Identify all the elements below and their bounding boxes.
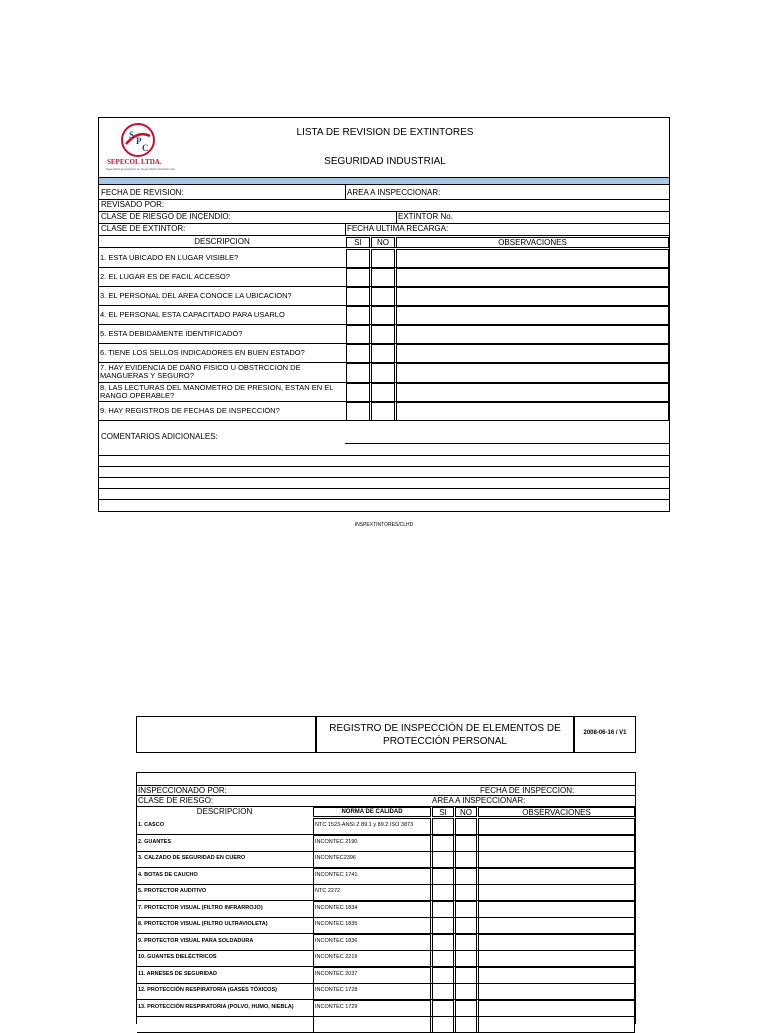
checklist-item-label: 3. EL PERSONAL DEL AREA CONOCE LA UBICACION? [100, 292, 292, 300]
si-checkbox[interactable] [432, 983, 454, 1000]
observation-field[interactable] [478, 851, 635, 868]
si-checkbox[interactable] [346, 325, 370, 344]
epp-item-label: 7. PROTECTOR VISUAL (FILTRO INFRARROJO) [138, 905, 263, 911]
area-inspeccionar-label: AREA A INSPECCIONAR: [347, 188, 441, 197]
no-checkbox[interactable] [455, 934, 477, 951]
clase-riesgo-label: CLASE DE RIESGO DE INCENDIO: [101, 212, 231, 221]
epp-item-label: 2. GUANTES [138, 839, 172, 845]
si-checkbox[interactable] [432, 1000, 454, 1017]
no-checkbox[interactable] [455, 884, 477, 901]
epp-item-label: 3. CALZADO DE SEGURIDAD EN CUERO [138, 855, 246, 861]
epp-norma: NTC 2272 [315, 888, 341, 894]
observation-field[interactable] [396, 287, 669, 306]
epp-item-label: 1. CASCO [138, 822, 164, 828]
form2-logo-box [136, 716, 316, 753]
si-checkbox[interactable] [432, 868, 454, 885]
no2-header: NO [460, 808, 472, 817]
observaciones2-header: OBSERVACIONES [522, 808, 591, 817]
observation-field[interactable] [396, 402, 669, 421]
form2-title: REGISTRO DE INSPECCIÓN DE ELEMENTOS DE PROTECCIÓN PERSONAL [329, 723, 561, 747]
epp-norma: INCONTEC 1741 [315, 872, 358, 878]
descripcion-header: DESCRIPCION [194, 237, 250, 246]
svg-text:S: S [129, 130, 135, 140]
norma-cell [313, 967, 431, 984]
epp-item-label: 9. PROTECTOR VISUAL PARA SOLDADURA [138, 938, 254, 944]
epp-item-label: 11. ARNESES DE SEGURIDAD [138, 971, 217, 977]
form-subtitle: SEGURIDAD INDUSTRIAL [324, 156, 446, 167]
si-header: SI [354, 238, 362, 247]
accent-bar [99, 177, 669, 185]
checklist-item-label: 7. HAY EVIDENCIA DE DAÑO FISICO U OBSTRCCION DE MANGUERAS Y SEGURO? [100, 364, 301, 380]
observation-field[interactable] [478, 835, 635, 852]
no-checkbox[interactable] [371, 325, 395, 344]
observation-field[interactable] [478, 967, 635, 984]
epp-norma: INCONTEC 2037 [315, 971, 358, 977]
norma-cell [313, 934, 431, 951]
si-checkbox[interactable] [346, 344, 370, 363]
epp-norma: INCONTEC 1836 [315, 938, 358, 944]
si-checkbox[interactable] [346, 363, 370, 383]
company-tagline: Seguridad al participar en Seguridad Industrial Ltda. [106, 167, 176, 171]
norma-cell [313, 1000, 431, 1017]
no-checkbox[interactable] [371, 383, 395, 402]
si-checkbox[interactable] [432, 950, 454, 967]
checklist-item-label: 5. ESTA DEBIDAMENTE IDENTIFICADO? [100, 330, 243, 338]
no-checkbox[interactable] [455, 1016, 477, 1033]
observation-field[interactable] [396, 306, 669, 325]
no-checkbox[interactable] [371, 268, 395, 287]
fecha-revision-label: FECHA DE REVISION: [101, 188, 184, 197]
observation-field[interactable] [396, 344, 669, 363]
si-checkbox[interactable] [346, 402, 370, 421]
no-checkbox[interactable] [455, 851, 477, 868]
no-checkbox[interactable] [455, 967, 477, 984]
revisado-por-label: REVISADO POR: [101, 200, 165, 209]
epp-norma: INCONTEC 2190 [315, 839, 358, 845]
no-checkbox[interactable] [455, 818, 477, 835]
si-checkbox[interactable] [432, 901, 454, 918]
norma-cell [313, 983, 431, 1000]
si-checkbox[interactable] [432, 917, 454, 934]
area-inspeccionar2-label: AREA A INSPECCIONAR: [432, 796, 526, 805]
si-checkbox[interactable] [432, 884, 454, 901]
observation-field[interactable] [478, 818, 635, 835]
extintor-no-label: EXTINTOR No. [398, 212, 453, 221]
form-title: LISTA DE REVISION DE EXTINTORES [296, 127, 474, 138]
comentarios-line [345, 443, 669, 444]
si-checkbox[interactable] [346, 287, 370, 306]
norma-header: NORMA DE CALIDAD [341, 809, 403, 815]
norma-cell [313, 1016, 431, 1033]
norma-cell [313, 950, 431, 967]
norma-cell [313, 818, 431, 835]
checklist-item-label: 2. EL LUGAR ES DE FACIL ACCESO? [100, 273, 230, 281]
norma-cell [313, 917, 431, 934]
observation-field[interactable] [478, 1016, 635, 1033]
inspeccionado-por-label: INSPECCIONADO POR: [138, 786, 227, 795]
epp-norma: INCONTEC 1729 [315, 1004, 358, 1010]
norma-cell [313, 901, 431, 918]
checklist-item-label: 1. ESTA UBICADO EN LUGAR VISIBLE? [100, 254, 239, 262]
checklist-item-label: 8. LAS LECTURAS DEL MANOMETRO DE PRESION, ESTAN EN EL RANGO OPERABLE? [100, 384, 334, 400]
no-checkbox[interactable] [371, 306, 395, 325]
epp-norma: INCONTEC2396 [315, 855, 356, 861]
epp-item-label: 10. GUANTES DIELÉCTRICOS [138, 954, 217, 960]
no-checkbox[interactable] [371, 249, 395, 268]
epp-norma: INCONTEC 1834 [315, 905, 358, 911]
si-checkbox[interactable] [346, 249, 370, 268]
si-checkbox[interactable] [432, 818, 454, 835]
epp-norma: INCONTEC 1728 [315, 987, 358, 993]
svg-text:P: P [136, 136, 142, 146]
no-checkbox[interactable] [371, 344, 395, 363]
observation-field[interactable] [478, 934, 635, 951]
no-checkbox[interactable] [455, 917, 477, 934]
norma-cell [313, 884, 431, 901]
fecha-inspeccion-label: FECHA DE INSPECCION: [480, 786, 575, 795]
no-checkbox[interactable] [455, 901, 477, 918]
si-checkbox[interactable] [346, 306, 370, 325]
observation-field[interactable] [396, 325, 669, 344]
company-name: SEPECOL LTDA. [107, 158, 162, 166]
observation-field[interactable] [478, 950, 635, 967]
epp-norma: INCONTEC 2219 [315, 954, 358, 960]
si2-header: SI [439, 808, 447, 817]
observaciones-header: OBSERVACIONES [498, 238, 567, 247]
epp-item-label: 13. PROTECCIÓN RESPIRATORIA (POLVO, HUMO, NIEBLA) [138, 1004, 294, 1010]
logo-emblem-icon [118, 122, 158, 158]
observation-field[interactable] [478, 1000, 635, 1017]
company-logo [118, 122, 158, 158]
epp-norma: NTC 1523-ANSI Z 89.1 y 89.2 ISO 3873 [315, 822, 414, 828]
checklist-item-label: 4. EL PERSONAL ESTA CAPACITADO PARA USARLO [100, 311, 285, 319]
no-checkbox[interactable] [371, 287, 395, 306]
comentarios-label: COMENTARIOS ADICIONALES: [101, 432, 218, 441]
si-checkbox[interactable] [432, 1016, 454, 1033]
observation-field[interactable] [478, 917, 635, 934]
observation-field[interactable] [396, 383, 669, 402]
svg-text:C: C [142, 143, 149, 153]
form-footer-code: INSPEXTINTORES/CLHD [354, 522, 414, 528]
epp-item-label: 5. PROTECTOR AUDITIVO [138, 888, 207, 894]
clase-riesgo2-label: CLASE DE RIESGO: [138, 796, 214, 805]
epp-item-label: 8. PROTECTOR VISUAL (FILTRO ULTRAVIOLETA) [138, 921, 268, 927]
si-checkbox[interactable] [346, 383, 370, 402]
norma-cell [313, 868, 431, 885]
observation-field[interactable] [396, 268, 669, 287]
si-checkbox[interactable] [432, 934, 454, 951]
epp-item-label: 4. BOTAS DE CAUCHO [138, 872, 198, 878]
checklist-item-label: 6. TIENE LOS SELLOS INDICADORES EN BUEN ESTADO? [100, 349, 305, 357]
no-checkbox[interactable] [455, 950, 477, 967]
epp-item-label: 12. PROTECCIÓN RESPIRATORIA (GASES TÓXICOS) [138, 987, 277, 993]
fecha-recarga-label: FECHA ULTIMA RECARGA: [347, 224, 449, 233]
no-checkbox[interactable] [455, 835, 477, 852]
observation-field[interactable] [396, 249, 669, 268]
norma-cell [313, 851, 431, 868]
clase-extintor-label: CLASE DE EXTINTOR: [101, 224, 186, 233]
no-checkbox[interactable] [371, 363, 395, 383]
norma-cell [313, 835, 431, 852]
no-checkbox[interactable] [455, 983, 477, 1000]
observation-field[interactable] [478, 868, 635, 885]
si-checkbox[interactable] [432, 835, 454, 852]
si-checkbox[interactable] [346, 268, 370, 287]
observation-field[interactable] [478, 983, 635, 1000]
no-checkbox[interactable] [371, 402, 395, 421]
epp-norma: INCONTEC 1835 [315, 921, 358, 927]
observation-field[interactable] [478, 901, 635, 918]
observation-field[interactable] [396, 363, 669, 383]
si-checkbox[interactable] [432, 967, 454, 984]
si-checkbox[interactable] [432, 851, 454, 868]
form2-code: 2008-06-16 / V1 [583, 730, 627, 736]
no-header: NO [377, 238, 389, 247]
checklist-item-label: 9. HAY REGISTROS DE FECHAS DE INSPECCIÓN? [100, 407, 280, 415]
observation-field[interactable] [478, 884, 635, 901]
no-checkbox[interactable] [455, 1000, 477, 1017]
descripcion2-header: DESCRIPCION [196, 807, 253, 816]
no-checkbox[interactable] [455, 868, 477, 885]
